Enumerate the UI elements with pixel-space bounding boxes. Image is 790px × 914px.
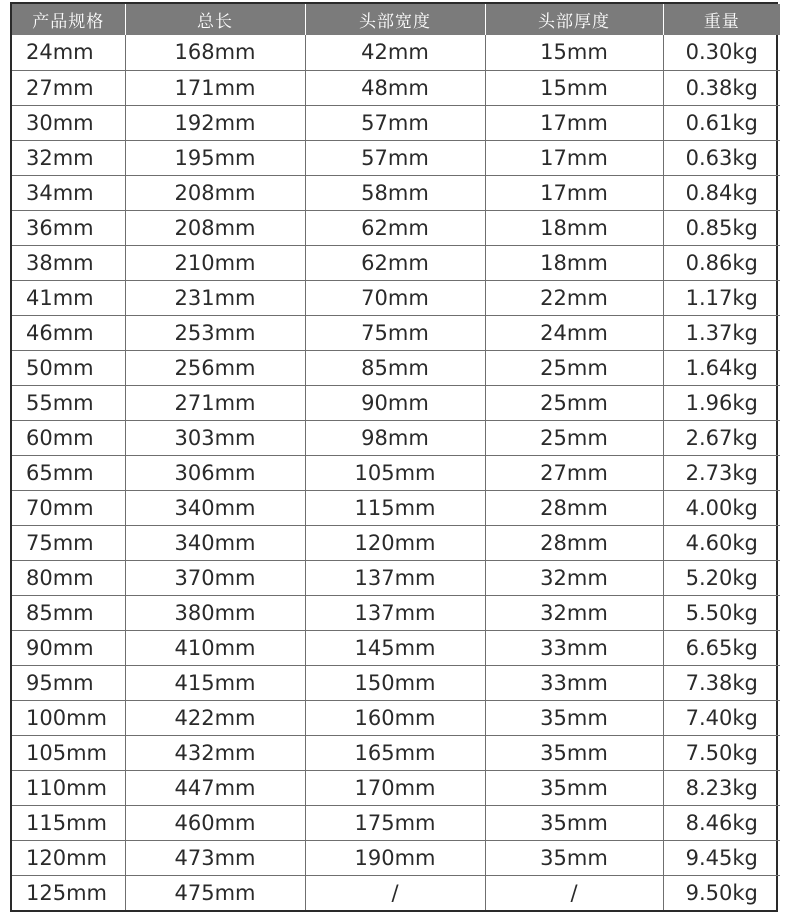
table-row	[12, 665, 780, 700]
cell-total-length: 253mm	[125, 315, 305, 350]
cell-spec: 55mm	[12, 385, 125, 420]
cell-head-thickness: 17mm	[485, 140, 663, 175]
cell-total-length: 256mm	[125, 350, 305, 385]
table-row	[12, 560, 780, 595]
cell-weight: 6.65kg	[663, 630, 780, 665]
cell-spec: 46mm	[12, 315, 125, 350]
cell-head-width: /	[305, 875, 485, 910]
cell-total-length: 208mm	[125, 210, 305, 245]
cell-weight: 7.40kg	[663, 700, 780, 735]
table-row	[12, 280, 780, 315]
cell-spec: 100mm	[12, 700, 125, 735]
table-row	[12, 105, 780, 140]
cell-head-width: 85mm	[305, 350, 485, 385]
header-weight: 重量	[663, 4, 780, 35]
table-row	[12, 210, 780, 245]
table-row	[12, 35, 780, 70]
cell-total-length: 380mm	[125, 595, 305, 630]
cell-weight: 9.45kg	[663, 840, 780, 875]
cell-total-length: 168mm	[125, 35, 305, 70]
cell-total-length: 475mm	[125, 875, 305, 910]
cell-head-width: 105mm	[305, 455, 485, 490]
cell-head-width: 190mm	[305, 840, 485, 875]
cell-weight: 8.46kg	[663, 805, 780, 840]
cell-spec: 24mm	[26, 40, 94, 65]
cell-head-thickness: 18mm	[485, 210, 663, 245]
cell-total-length: 171mm	[125, 70, 305, 105]
cell-weight: 2.73kg	[663, 455, 780, 490]
cell-spec: 95mm	[12, 665, 125, 700]
cell-head-thickness: 17mm	[485, 105, 663, 140]
cell-spec: 85mm	[12, 595, 125, 630]
cell-head-width: 98mm	[305, 420, 485, 455]
cell-spec: 110mm	[12, 770, 125, 805]
cell-head-width: 57mm	[305, 140, 485, 175]
cell-head-width: 58mm	[305, 175, 485, 210]
cell-spec: 115mm	[12, 805, 125, 840]
table-row	[12, 350, 780, 385]
cell-spec: 27mm	[12, 70, 125, 105]
table-row	[12, 385, 780, 420]
cell-head-thickness: 28mm	[485, 490, 663, 525]
cell-head-thickness: /	[485, 875, 663, 910]
table-row	[12, 595, 780, 630]
cell-weight: 0.86kg	[663, 245, 780, 280]
cell-weight: 8.23kg	[663, 770, 780, 805]
cell-head-thickness: 15mm	[485, 70, 663, 105]
cell-total-length: 192mm	[125, 105, 305, 140]
cell-total-length: 231mm	[125, 280, 305, 315]
cell-total-length: 208mm	[125, 175, 305, 210]
cell-head-thickness: 33mm	[485, 630, 663, 665]
cell-weight: 9.50kg	[663, 875, 780, 910]
cell-total-length: 410mm	[125, 630, 305, 665]
cell-head-width: 75mm	[305, 315, 485, 350]
table-row	[12, 420, 780, 455]
cell-total-length: 422mm	[125, 700, 305, 735]
cell-total-length: 340mm	[125, 490, 305, 525]
cell-spec: 105mm	[12, 735, 125, 770]
cell-spec: 65mm	[12, 455, 125, 490]
cell-total-length: 271mm	[125, 385, 305, 420]
cell-weight: 2.67kg	[663, 420, 780, 455]
cell-spec: 34mm	[12, 175, 125, 210]
table-row	[12, 875, 780, 910]
cell-head-width: 62mm	[305, 245, 485, 280]
cell-head-thickness: 35mm	[485, 805, 663, 840]
cell-spec: 38mm	[12, 245, 125, 280]
table-row	[12, 245, 780, 280]
cell-spec: 50mm	[12, 350, 125, 385]
cell-head-thickness: 35mm	[485, 700, 663, 735]
table-row	[12, 735, 780, 770]
spec-table-frame	[10, 2, 778, 912]
cell-total-length: 447mm	[125, 770, 305, 805]
cell-total-length: 432mm	[125, 735, 305, 770]
cell-head-thickness: 35mm	[485, 735, 663, 770]
cell-head-width: 175mm	[305, 805, 485, 840]
table-row	[12, 805, 780, 840]
header-spec: 产品规格	[12, 4, 125, 35]
cell-weight: 0.63kg	[663, 140, 780, 175]
cell-head-width: 62mm	[305, 210, 485, 245]
cell-head-width: 57mm	[305, 105, 485, 140]
table-row	[12, 315, 780, 350]
cell-head-thickness: 25mm	[485, 420, 663, 455]
cell-spec: 125mm	[12, 875, 125, 910]
cell-spec: 32mm	[12, 140, 125, 175]
table-row	[12, 175, 780, 210]
cell-weight: 0.30kg	[663, 35, 780, 70]
cell-head-thickness: 24mm	[485, 315, 663, 350]
table-header	[12, 4, 780, 35]
cell-spec: 80mm	[12, 560, 125, 595]
cell-weight: 1.96kg	[663, 385, 780, 420]
cell-spec: 120mm	[12, 840, 125, 875]
cell-total-length: 473mm	[125, 840, 305, 875]
cell-head-thickness: 28mm	[485, 525, 663, 560]
cell-spec: 36mm	[12, 210, 125, 245]
cell-weight: 5.20kg	[663, 560, 780, 595]
cell-spec: 60mm	[12, 420, 125, 455]
cell-head-thickness: 35mm	[485, 840, 663, 875]
cell-head-thickness: 15mm	[485, 35, 663, 70]
cell-head-thickness: 35mm	[485, 770, 663, 805]
table-row	[12, 840, 780, 875]
table-row	[12, 770, 780, 805]
cell-head-width: 42mm	[305, 35, 485, 70]
cell-head-width: 137mm	[305, 560, 485, 595]
cell-weight: 0.85kg	[663, 210, 780, 245]
spec-table	[12, 4, 780, 910]
cell-weight: 7.38kg	[663, 665, 780, 700]
cell-head-thickness: 32mm	[485, 595, 663, 630]
cell-head-thickness: 18mm	[485, 245, 663, 280]
table-body	[12, 35, 780, 910]
table-row	[12, 525, 780, 560]
cell-head-width: 145mm	[305, 630, 485, 665]
cell-head-thickness: 25mm	[485, 385, 663, 420]
header-head-width: 头部宽度	[305, 4, 485, 35]
cell-head-thickness: 33mm	[485, 665, 663, 700]
cell-head-width: 150mm	[305, 665, 485, 700]
cell-head-width: 160mm	[305, 700, 485, 735]
cell-head-width: 137mm	[305, 595, 485, 630]
cell-total-length: 460mm	[125, 805, 305, 840]
cell-weight: 5.50kg	[663, 595, 780, 630]
cell-weight: 1.37kg	[663, 315, 780, 350]
cell-weight: 1.17kg	[663, 280, 780, 315]
cell-head-width: 70mm	[305, 280, 485, 315]
cell-spec: 30mm	[12, 105, 125, 140]
cell-head-width: 90mm	[305, 385, 485, 420]
cell-head-thickness: 17mm	[485, 175, 663, 210]
cell-weight: 0.84kg	[663, 175, 780, 210]
table-row	[12, 140, 780, 175]
cell-head-thickness: 25mm	[485, 350, 663, 385]
cell-weight: 4.60kg	[663, 525, 780, 560]
cell-total-length: 370mm	[125, 560, 305, 595]
table-row	[12, 490, 780, 525]
cell-head-thickness: 27mm	[485, 455, 663, 490]
table-row	[12, 630, 780, 665]
cell-total-length: 340mm	[125, 525, 305, 560]
cell-spec: 41mm	[12, 280, 125, 315]
cell-total-length: 210mm	[125, 245, 305, 280]
cell-weight: 0.61kg	[663, 105, 780, 140]
cell-weight: 4.00kg	[663, 490, 780, 525]
cell-head-width: 115mm	[305, 490, 485, 525]
cell-head-width: 48mm	[305, 70, 485, 105]
cell-weight: 1.64kg	[663, 350, 780, 385]
header-total-length: 总长	[125, 4, 305, 35]
cell-head-width: 170mm	[305, 770, 485, 805]
table-row	[12, 70, 780, 105]
table-row	[12, 700, 780, 735]
cell-head-width: 120mm	[305, 525, 485, 560]
cell-total-length: 195mm	[125, 140, 305, 175]
cell-spec: 90mm	[12, 630, 125, 665]
cell-spec: 75mm	[12, 525, 125, 560]
header-row	[12, 4, 780, 35]
cell-total-length: 415mm	[125, 665, 305, 700]
header-head-thickness: 头部厚度	[485, 4, 663, 35]
cell-weight: 7.50kg	[663, 735, 780, 770]
cell-weight: 0.38kg	[663, 70, 780, 105]
table-row	[12, 455, 780, 490]
cell-head-thickness: 32mm	[485, 560, 663, 595]
cell-total-length: 303mm	[125, 420, 305, 455]
cell-head-thickness: 22mm	[485, 280, 663, 315]
cell-spec: 70mm	[12, 490, 125, 525]
cell-total-length: 306mm	[125, 455, 305, 490]
cell-head-width: 165mm	[305, 735, 485, 770]
